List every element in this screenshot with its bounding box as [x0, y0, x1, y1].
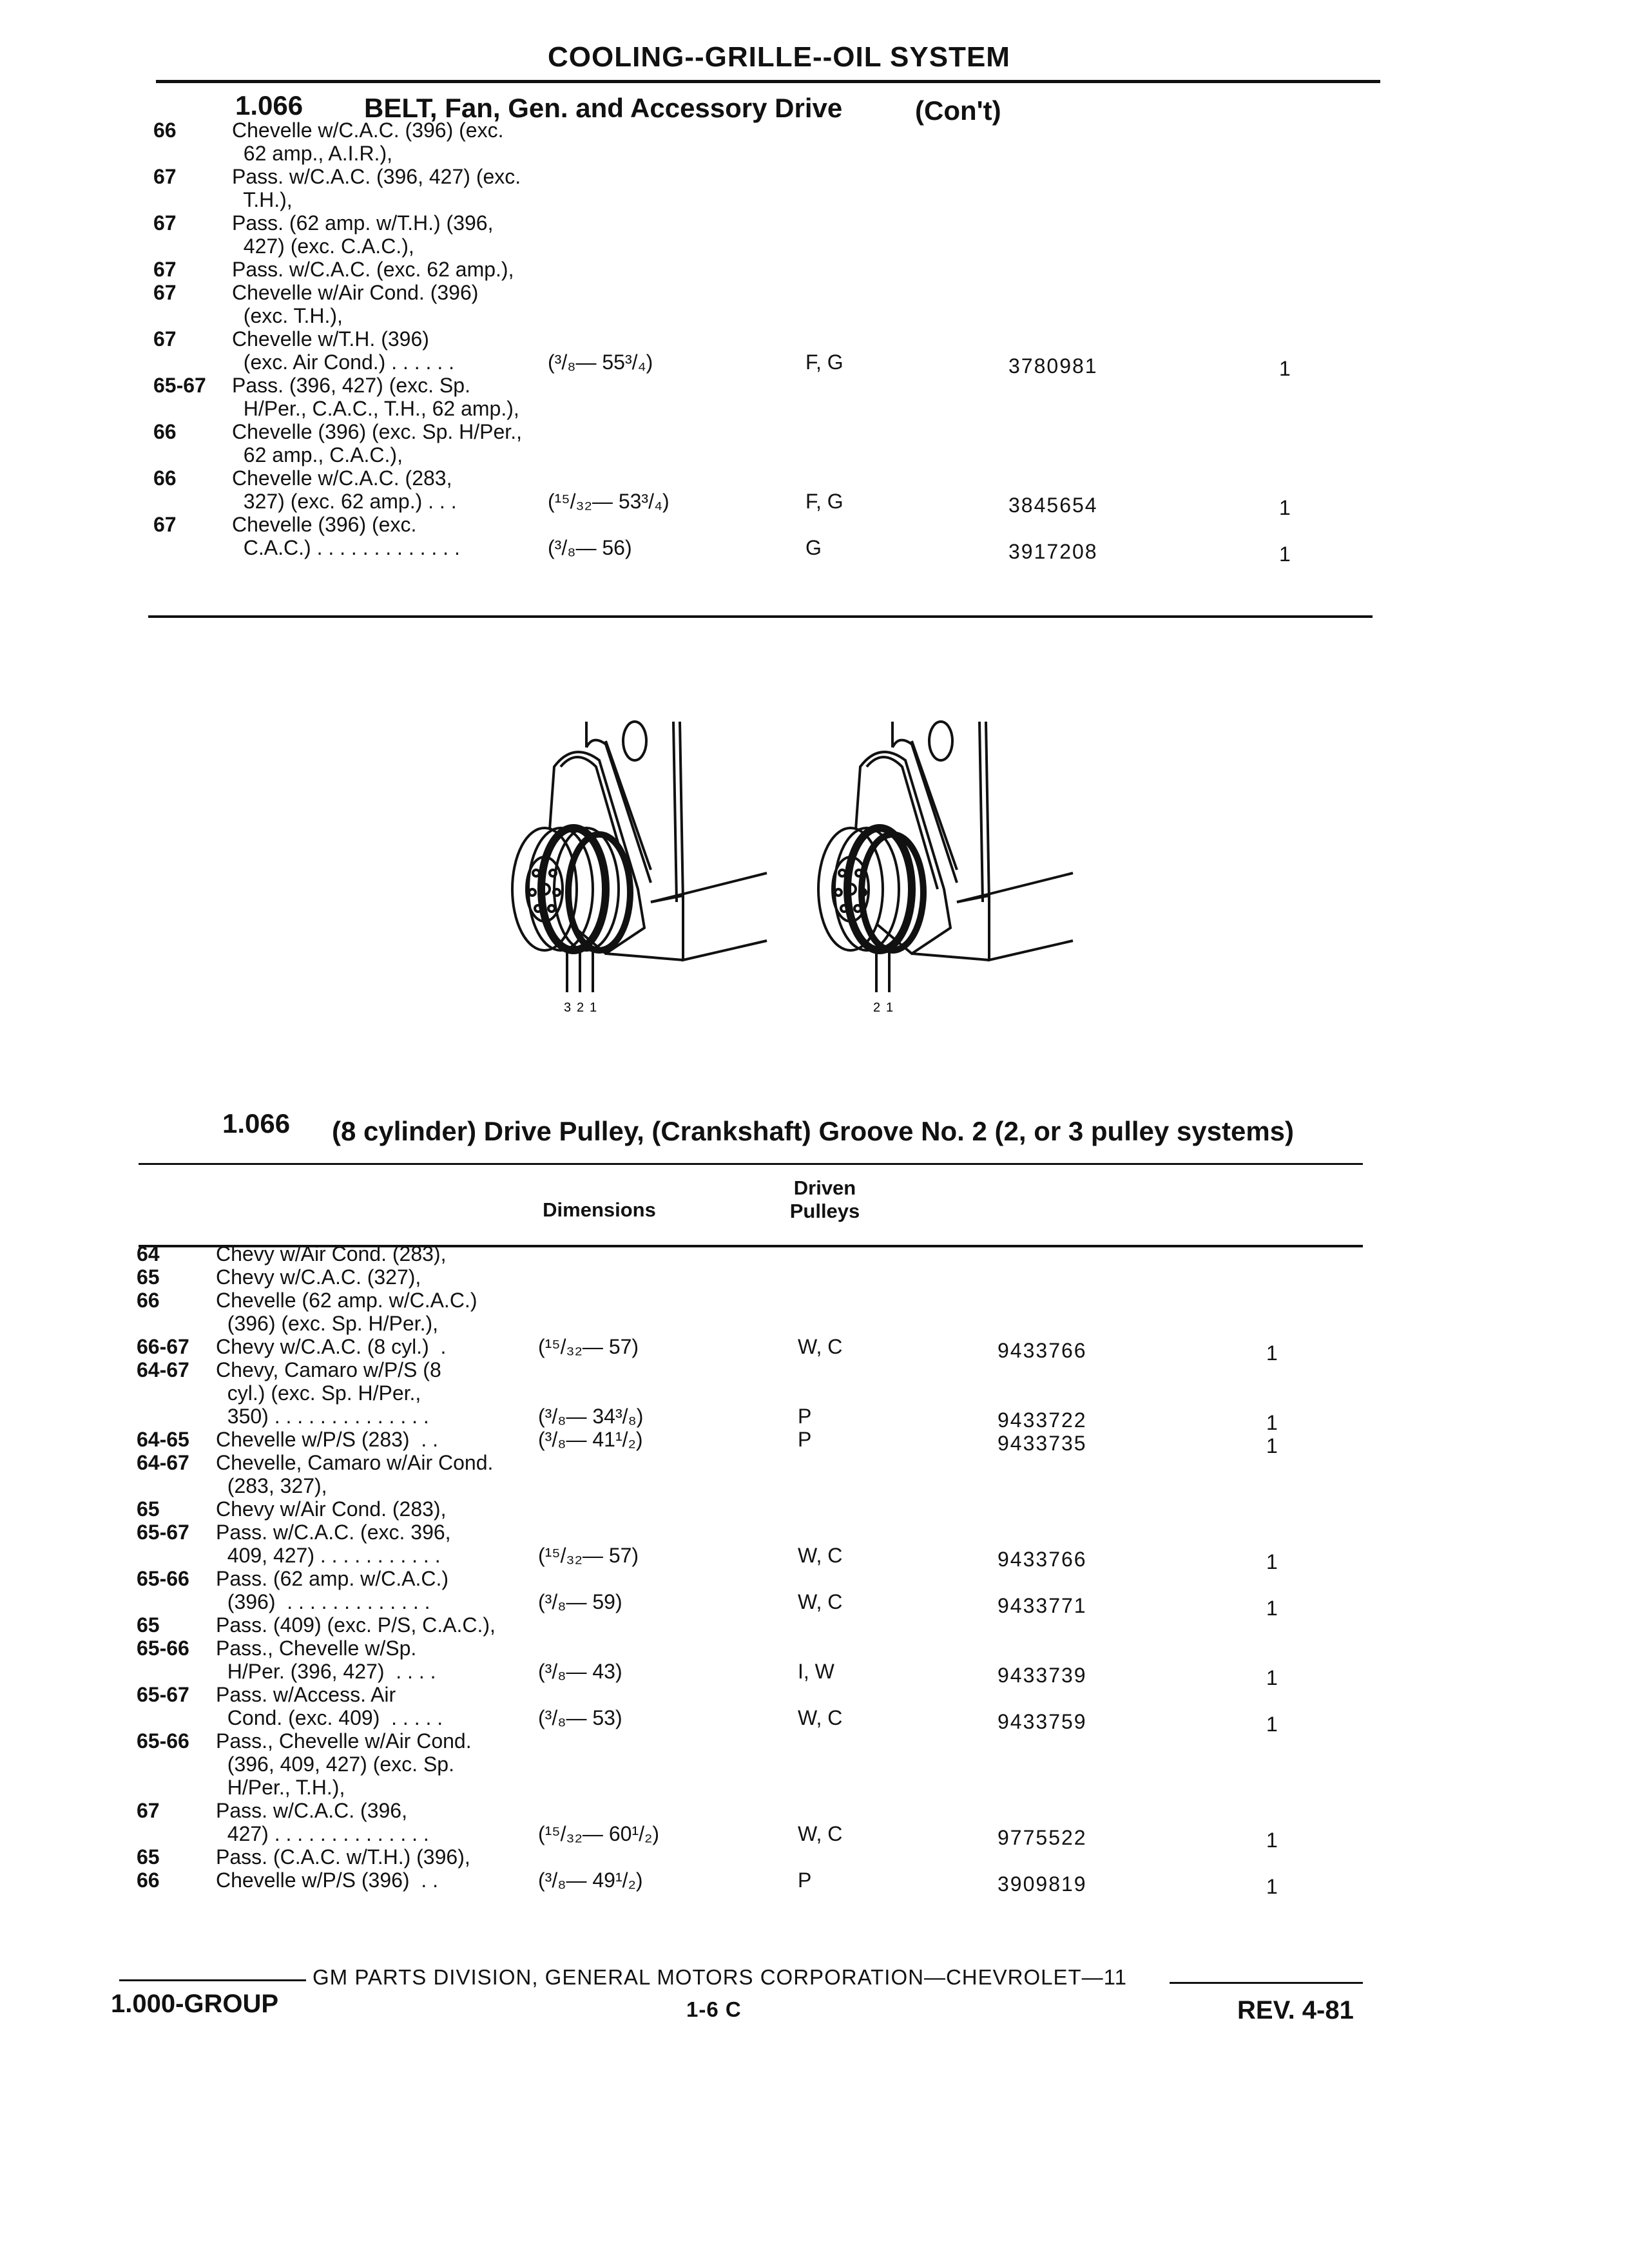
row-quantity: 1	[1266, 1434, 1278, 1457]
table-row	[0, 1358, 1629, 1434]
row-description: Pass. (62 amp. w/C.A.C.) (396) . . . . . . . . . . . . .	[216, 1567, 448, 1613]
row-description: Pass. w/C.A.C. (396, 427) . . . . . . . . . . . . . .	[216, 1799, 429, 1845]
row-part-number: 9433739	[998, 1664, 1087, 1687]
row-description: Pass. (396, 427) (exc. Sp. H/Per., C.A.C., T.H., 62 amp.),	[232, 374, 519, 420]
row-part-number: 9433766	[998, 1548, 1087, 1571]
row-year: 65	[137, 1613, 160, 1637]
row-description: Pass., Chevelle w/Air Cond. (396, 409, 427) (exc. Sp. H/Per., T.H.),	[216, 1729, 472, 1799]
row-year: 67	[153, 165, 177, 188]
three-pulley-drawing	[512, 722, 767, 992]
table-row	[0, 1242, 1629, 1265]
table-row	[0, 420, 1629, 466]
row-year: 66	[137, 1869, 160, 1892]
section2-title: (8 cylinder) Drive Pulley, (Crankshaft) Groove No. 2 (2, or 3 pulley systems)	[332, 1116, 1295, 1146]
left-callout-2: 2	[577, 1001, 584, 1015]
row-year: 67	[153, 327, 177, 351]
row-dimensions: (³/₈— 56)	[548, 536, 632, 559]
section1-code: 1.066	[235, 90, 304, 120]
row-year: 65-66	[137, 1637, 189, 1660]
table-row	[0, 1567, 1629, 1620]
row-year: 66-67	[137, 1335, 189, 1358]
row-year: 66	[153, 119, 177, 142]
row-dimensions: (³/₈— 55³/₄)	[548, 351, 653, 374]
row-dimensions: (³/₈— 41¹/₂)	[538, 1428, 643, 1451]
left-callout-3: 3	[564, 1001, 572, 1015]
row-dimensions: (³/₈— 34³/₈)	[538, 1405, 644, 1428]
table-row	[0, 1799, 1629, 1852]
row-dimensions: (³/₈— 43)	[538, 1660, 622, 1683]
table-row	[0, 1265, 1629, 1289]
row-part-number: 9433722	[998, 1408, 1087, 1432]
table-row	[0, 327, 1629, 380]
table-row	[0, 1613, 1629, 1637]
row-quantity: 1	[1279, 543, 1291, 566]
row-year: 65-67	[137, 1683, 189, 1706]
row-dimensions: (³/₈— 53)	[538, 1706, 622, 1729]
section1-cont: (Con't)	[915, 95, 1001, 126]
footer-rule-left	[119, 1979, 306, 1981]
left-callout-1: 1	[590, 1001, 597, 1015]
right-callout-1: 1	[886, 1001, 894, 1015]
table-row	[0, 1729, 1629, 1799]
row-year: 66	[153, 466, 177, 490]
row-description: Chevelle (396) (exc. Sp. H/Per., 62 amp., C.A.C.),	[232, 420, 522, 466]
row-year: 65-67	[153, 374, 206, 397]
row-description: Chevelle w/Air Cond. (396) (exc. T.H.),	[232, 281, 479, 327]
row-year: 67	[153, 281, 177, 304]
row-quantity: 1	[1266, 1713, 1278, 1736]
row-year: 67	[153, 211, 177, 235]
row-description: Pass. (409) (exc. P/S, C.A.C.),	[216, 1613, 496, 1637]
row-description: Chevelle w/C.A.C. (396) (exc. 62 amp., A.I.R.),	[232, 119, 504, 165]
footer-rev: REV. 4-81	[1237, 1996, 1354, 2024]
row-description: Pass., Chevelle w/Sp. H/Per. (396, 427) . . . .	[216, 1637, 436, 1683]
row-year: 64-65	[137, 1428, 189, 1451]
row-dimensions: (¹⁵/₃₂— 60¹/₂)	[538, 1822, 660, 1845]
row-driven-pulleys: W, C	[798, 1590, 843, 1613]
row-driven-pulleys: I, W	[798, 1660, 834, 1683]
row-part-number: 9775522	[998, 1826, 1087, 1849]
row-year: 64-67	[137, 1358, 189, 1381]
table-row	[0, 1683, 1629, 1736]
row-part-number: 3917208	[1008, 540, 1098, 563]
row-year: 65	[137, 1265, 160, 1289]
row-driven-pulleys: P	[798, 1428, 812, 1451]
row-year: 64	[137, 1242, 160, 1265]
row-part-number: 9433735	[998, 1432, 1087, 1455]
section2-code: 1.066	[222, 1108, 291, 1139]
row-dimensions: (¹⁵/₃₂— 53³/₄)	[548, 490, 670, 513]
table-row	[0, 1335, 1629, 1365]
row-description: Chevelle, Camaro w/Air Cond. (283, 327),	[216, 1451, 494, 1497]
row-description: Chevelle w/P/S (283) . .	[216, 1428, 439, 1451]
row-year: 66	[153, 420, 177, 443]
section2-top-rule	[139, 1163, 1363, 1165]
row-description: Chevelle w/P/S (396) . .	[216, 1869, 439, 1892]
row-driven-pulleys: P	[798, 1869, 812, 1892]
row-description: Pass. (62 amp. w/T.H.) (396, 427) (exc. C.A.C.),	[232, 211, 494, 258]
row-description: Chevy, Camaro w/P/S (8 cyl.) (exc. Sp. H/Per., 350) . . . . . . . . . . . . . .	[216, 1358, 441, 1428]
row-description: Chevy w/C.A.C. (327),	[216, 1265, 421, 1289]
row-driven-pulleys: F, G	[805, 490, 843, 513]
row-driven-pulleys: W, C	[798, 1544, 843, 1567]
row-quantity: 1	[1266, 1666, 1278, 1689]
row-part-number: 3909819	[998, 1872, 1087, 1896]
footer-group: 1.000-GROUP	[111, 1990, 279, 2018]
header-rule	[156, 80, 1380, 83]
row-driven-pulleys: G	[805, 536, 822, 559]
row-quantity: 1	[1266, 1550, 1278, 1573]
table-row	[0, 1845, 1629, 1869]
table-row	[0, 513, 1629, 566]
row-description: Pass. (C.A.C. w/T.H.) (396),	[216, 1845, 470, 1869]
row-description: Chevy w/Air Cond. (283),	[216, 1497, 447, 1521]
row-year: 66	[137, 1289, 160, 1312]
footer-page: 1-6 C	[686, 1997, 742, 2021]
row-year: 67	[153, 513, 177, 536]
col-driven-pulleys: Driven Pulleys	[789, 1177, 860, 1222]
row-driven-pulleys: W, C	[798, 1706, 843, 1729]
row-description: Pass. w/C.A.C. (396, 427) (exc. T.H.),	[232, 165, 521, 211]
row-quantity: 1	[1279, 496, 1291, 519]
footer-rule-right	[1170, 1982, 1363, 1984]
section1-bottom-rule	[148, 615, 1373, 618]
table-row	[0, 211, 1629, 258]
row-quantity: 1	[1266, 1411, 1278, 1434]
table-row	[0, 1451, 1629, 1497]
row-year: 67	[137, 1799, 160, 1822]
row-quantity: 1	[1266, 1829, 1278, 1852]
table-row	[0, 466, 1629, 519]
row-part-number: 3780981	[1008, 354, 1098, 378]
row-description: Chevelle w/T.H. (396) (exc. Air Cond.) . . . . . .	[232, 327, 454, 374]
row-part-number: 3845654	[1008, 494, 1098, 517]
col-dimensions: Dimensions	[543, 1198, 656, 1221]
section1-title: BELT, Fan, Gen. and Accessory Drive	[364, 93, 843, 123]
row-driven-pulleys: W, C	[798, 1822, 843, 1845]
pulley-diagram	[490, 709, 1134, 1018]
row-description: Chevy w/C.A.C. (8 cyl.) .	[216, 1335, 447, 1358]
row-dimensions: (¹⁵/₃₂— 57)	[538, 1335, 639, 1358]
row-quantity: 1	[1266, 1341, 1278, 1365]
table-row	[0, 165, 1629, 211]
row-description: Pass. w/C.A.C. (exc. 62 amp.),	[232, 258, 514, 281]
row-year: 67	[153, 258, 177, 281]
row-year: 65	[137, 1497, 160, 1521]
row-quantity: 1	[1266, 1597, 1278, 1620]
row-quantity: 1	[1279, 357, 1291, 380]
row-year: 65-66	[137, 1729, 189, 1753]
table-row	[0, 1497, 1629, 1521]
row-description: Chevy w/Air Cond. (283),	[216, 1242, 447, 1265]
row-dimensions: (³/₈— 59)	[538, 1590, 622, 1613]
row-year: 65	[137, 1845, 160, 1869]
table-row	[0, 281, 1629, 327]
row-year: 64-67	[137, 1451, 189, 1474]
row-quantity: 1	[1266, 1875, 1278, 1898]
right-callout-2: 2	[873, 1001, 881, 1015]
row-description: Chevelle (62 amp. w/C.A.C.) (396) (exc. Sp. H/Per.),	[216, 1289, 477, 1335]
row-description: Chevelle (396) (exc. C.A.C.) . . . . . . . . . . . . .	[232, 513, 460, 559]
row-part-number: 9433771	[998, 1594, 1087, 1617]
page-header: COOLING--GRILLE--OIL SYSTEM	[548, 41, 1010, 73]
row-description: Pass. w/Access. Air Cond. (exc. 409) . . . . .	[216, 1683, 443, 1729]
row-part-number: 9433766	[998, 1339, 1087, 1362]
row-driven-pulleys: W, C	[798, 1335, 843, 1358]
row-dimensions: (³/₈— 49¹/₂)	[538, 1869, 643, 1892]
row-dimensions: (¹⁵/₃₂— 57)	[538, 1544, 639, 1567]
row-description: Pass. w/C.A.C. (exc. 396, 409, 427) . . . . . . . . . . .	[216, 1521, 451, 1567]
row-year: 65-66	[137, 1567, 189, 1590]
row-description: Chevelle w/C.A.C. (283, 327) (exc. 62 amp.) . . .	[232, 466, 457, 513]
row-year: 65-67	[137, 1521, 189, 1544]
footer-line: GM PARTS DIVISION, GENERAL MOTORS CORPORATION—CHEVROLET—11	[313, 1965, 1127, 1989]
row-part-number: 9433759	[998, 1710, 1087, 1733]
row-driven-pulleys: P	[798, 1405, 812, 1428]
row-driven-pulleys: F, G	[805, 351, 843, 374]
two-pulley-drawing	[818, 722, 1073, 992]
